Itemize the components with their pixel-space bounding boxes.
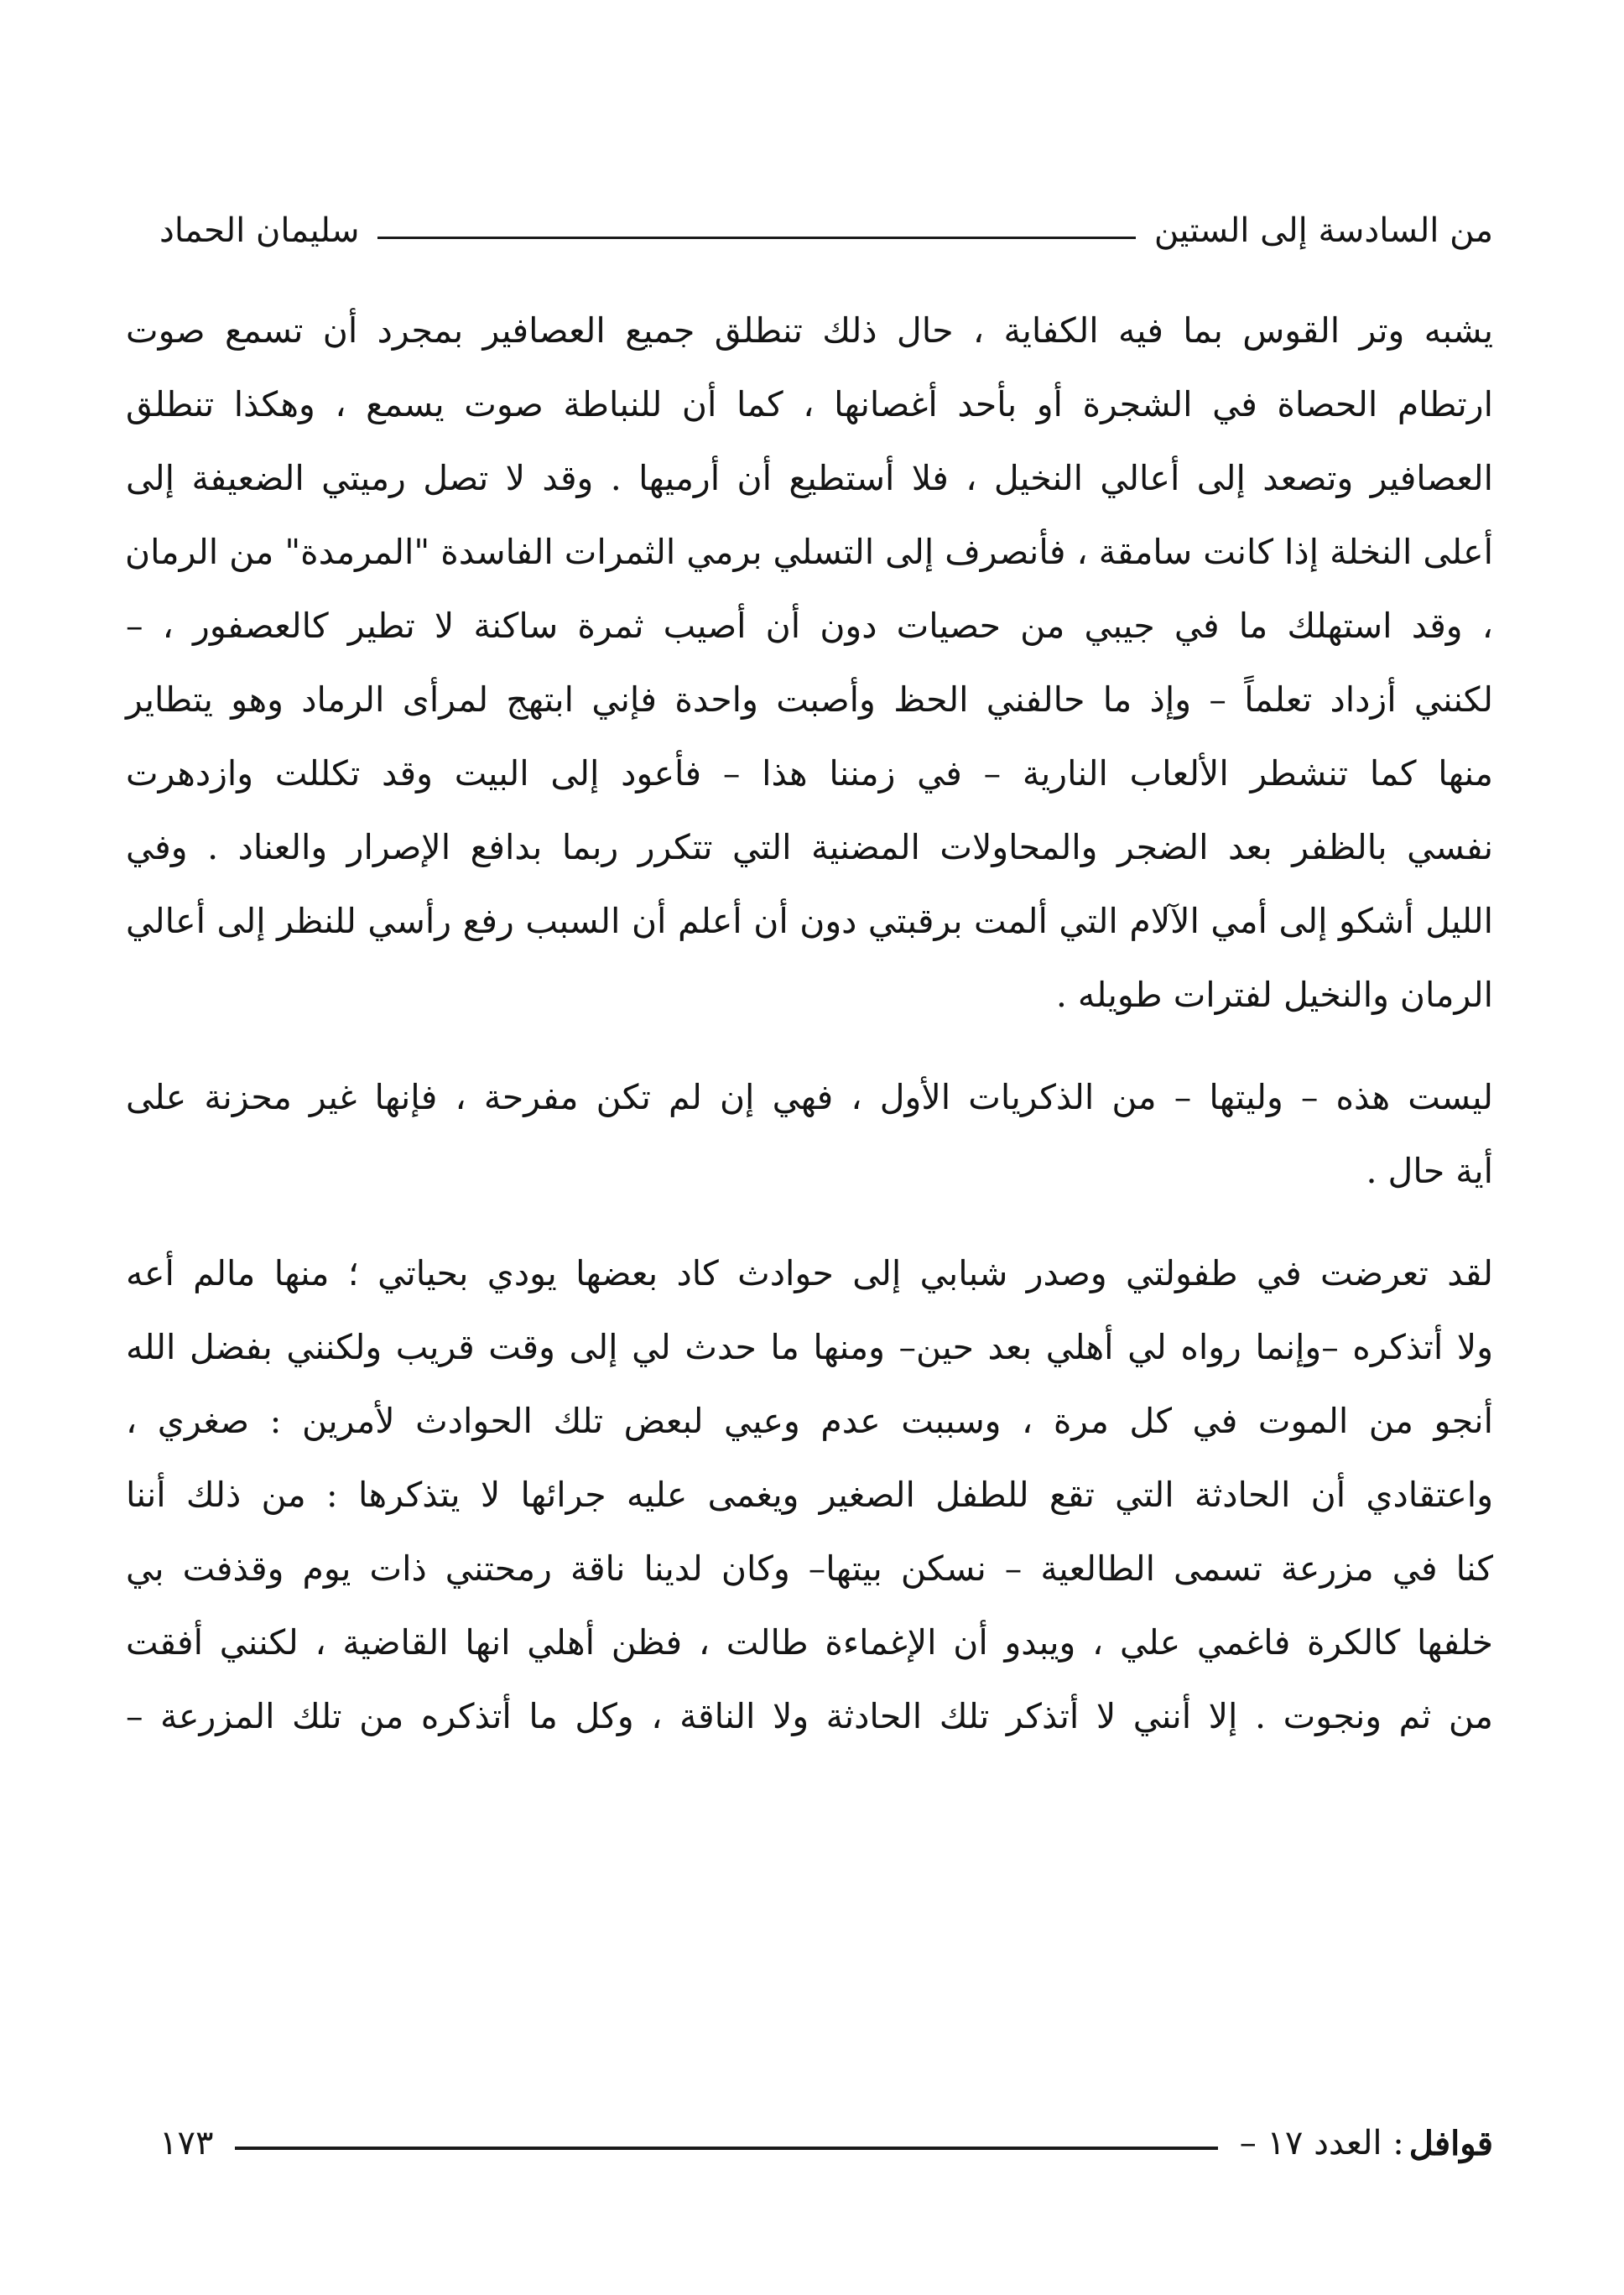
- text-line: العصافير وتصعد إلى أعالي النخيل ، فلا أستطيع أن أرميها . وقد لا تصل رميتي الضعيفة إلى: [126, 458, 1493, 498]
- text-line: أية حال .: [1366, 1151, 1493, 1191]
- text-line: كنا في مزرعة تسمى الطالعية – نسكن بيتها– وكان لدينا ناقة رمحتني ذات يوم وقذفت بي: [126, 1548, 1493, 1589]
- paragraph-1: [126, 294, 1493, 1032]
- text-line: الليل أشكو إلى أمي الآلام التي ألمت برقبتي دون أن أعلم أن السبب رفع رأسي للنظر إلى أعالي: [126, 901, 1493, 941]
- text-line: الرمان والنخيل لفترات طويله .: [1055, 975, 1493, 1015]
- body-text: [126, 294, 1493, 1753]
- text-line: أعلى النخلة إذا كانت سامقة ، فأنصرف إلى التسلي برمي الثمرات الفاسدة "المرمدة" من الرمان: [125, 532, 1493, 572]
- text-line: من ثم ونجوت . إلا أنني لا أتذكر تلك الحادثة ولا الناقة ، وكل ما أتذكره من تلك المزرعة –: [126, 1696, 1493, 1736]
- text-line: ليست هذه – وليتها – من الذكريات الأول ، فهي إن لم تكن مفرحة ، فإنها غير محزنة على: [126, 1077, 1493, 1117]
- text-line: واعتقادي أن الحادثة التي تقع للطفل الصغير ويغمى عليه جرائها لا يتذكرها : من ذلك أننا: [126, 1475, 1493, 1515]
- text-line: نفسي بالظفر بعد الضجر والمحاولات المضنية التي تتكرر ربما بدافع الإصرار والعناد . وفي: [126, 827, 1493, 867]
- text-line: ولا أتذكره –وإنما رواه لي أهلي بعد حين– ومنها ما حدث لي إلى وقت قريب ولكنني بفضل الله: [126, 1327, 1493, 1367]
- running-header: [159, 201, 1493, 260]
- running-footer: [159, 2114, 1493, 2173]
- text-line: يشبه وتر القوس بما فيه الكفاية ، حال ذلك تنطلق جميع العصافير بمجرد أن تسمع صوت: [126, 310, 1493, 351]
- header-rule: [377, 237, 1135, 239]
- text-line: لكنني أزداد تعلماً – وإذ ما حالفني الحظ وأصبت واحدة فإني ابتهج لمرأى الرماد وهو يتطاير: [126, 679, 1493, 720]
- paragraph-3: [126, 1236, 1493, 1753]
- issue-number: : العدد ١٧ –: [1239, 2124, 1404, 2162]
- text-line: ، وقد استهلك ما في جيبي من حصيات دون أن أصيب ثمرة ساكنة لا تطير كالعصفور ، –: [126, 606, 1493, 646]
- book-title: من السادسة إلى الستين: [1153, 211, 1493, 250]
- page-number: ١٧٣: [159, 2124, 214, 2162]
- author-name: سليمان الحماد: [159, 211, 360, 250]
- paragraph-2: [126, 1060, 1493, 1208]
- journal-name: قوافل: [1408, 2123, 1493, 2163]
- text-line: أنجو من الموت في كل مرة ، وسببت عدم وعيي لبعض تلك الحوادث لأمرين : صغري ،: [126, 1401, 1493, 1441]
- text-line: ارتطام الحصاة في الشجرة أو بأحد أغصانها ، كما أن للنباطة صوت يسمع ، وهكذا تنطلق: [126, 384, 1493, 424]
- text-line: خلفها كالكرة فاغمي علي ، ويبدو أن الإغماءة طالت ، فظن أهلي انها القاضية ، لكنني أفقت: [126, 1622, 1493, 1663]
- text-line: لقد تعرضت في طفولتي وصدر شبابي إلى حوادث كاد بعضها يودي بحياتي ؛ منها مالم أعه: [126, 1253, 1493, 1293]
- text-line: منها كما تنشطر الألعاب النارية – في زمننا هذا – فأعود إلى البيت وقد تكللت وازدهرت: [126, 753, 1493, 794]
- footer-rule: [235, 2147, 1217, 2150]
